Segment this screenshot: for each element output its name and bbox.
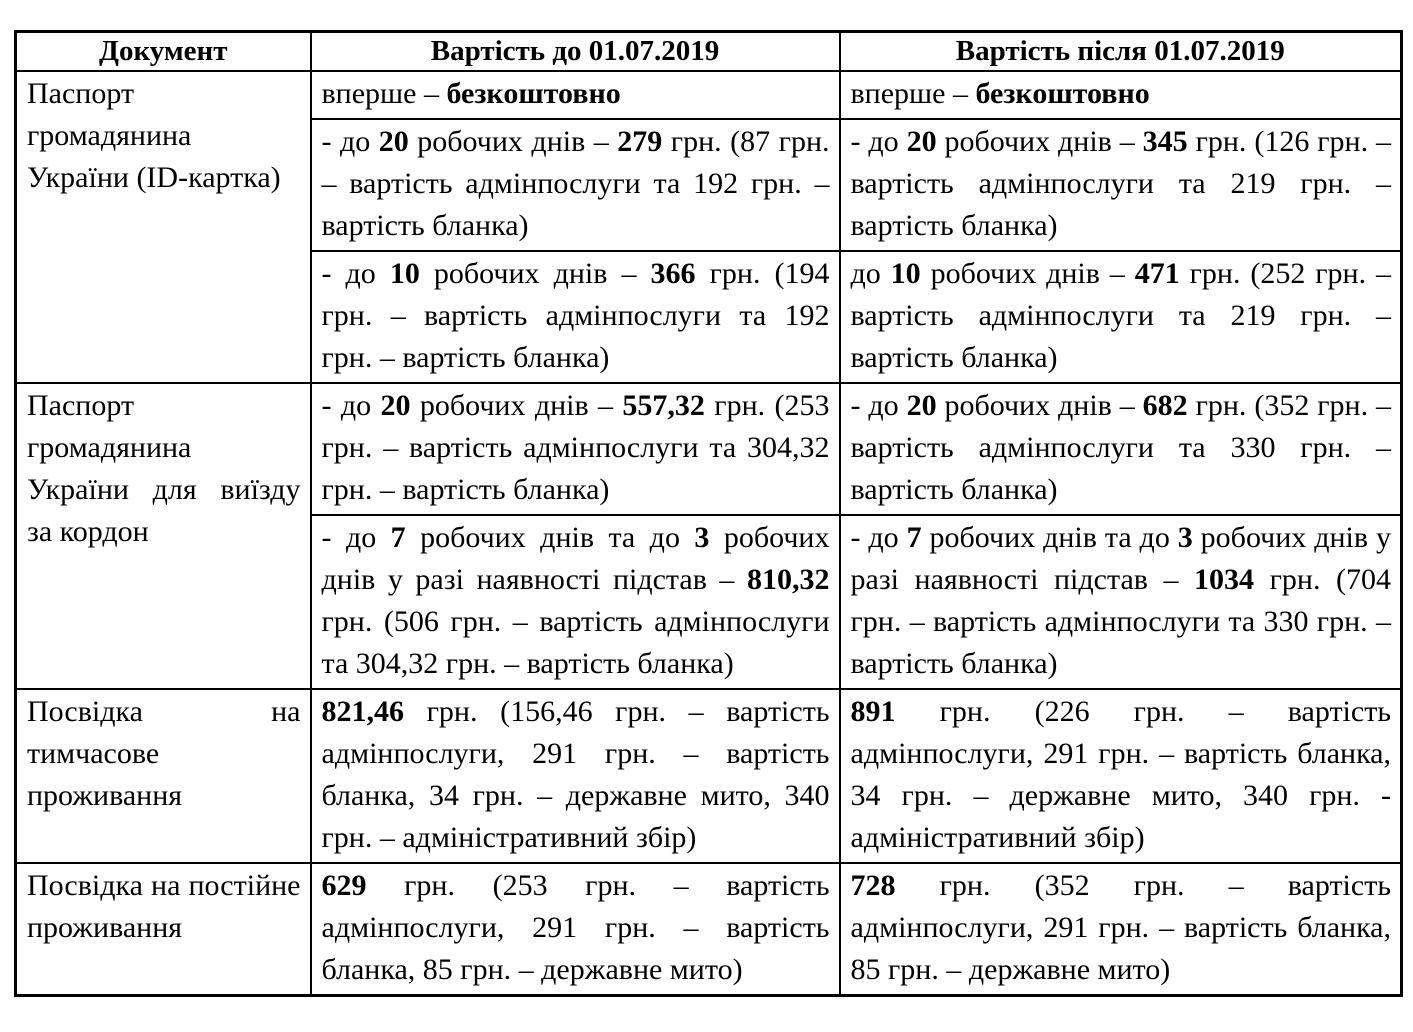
bold-value: 821,46 [321,695,404,728]
cost-after-cell: - до 7 робочих днів та до 3 робочих днів у разі наявності підстав – 1034 грн. (704 грн. – вартість адмінпослуги та 330 грн. – вартість бланка) [840,515,1402,689]
cost-after-cell: - до 20 робочих днів – 345 грн. (126 грн. – вартість адмінпослуги та 219 грн. – вартість бланка) [840,119,1402,251]
table-row [16,71,1402,119]
bold-value: 20 [906,389,937,422]
bold-value: 3 [1177,521,1193,554]
cost-after-cell: 728 грн. (352 грн. – вартість адмінпослуги, 291 грн. – вартість бланка, 85 грн. – державне мито) [840,863,1402,996]
cost-after-cell: - до 20 робочих днів – 682 грн. (352 грн. – вартість адмінпослуги та 330 грн. – вартість бланка) [840,383,1402,515]
document-cell: Посвідка на постійне проживання [16,863,311,996]
header-cost-after: Вартість після 01.07.2019 [840,32,1402,72]
bold-value: безкоштовно [446,77,621,110]
bold-value: 345 [1142,125,1188,158]
bold-value: 366 [650,257,696,290]
bold-value: 557,32 [622,389,705,422]
bold-value: 810,32 [747,563,830,596]
bold-value: 891 [850,695,896,728]
table-row [16,383,1402,515]
cost-before-cell: 629 грн. (253 грн. – вартість адмінпослуги, 291 грн. – вартість бланка, 85 грн. – державне мито) [311,863,840,996]
cost-before-cell: - до 20 робочих днів – 279 грн. (87 грн. – вартість адмінпослуги та 192 грн. – вартість бланка) [311,119,840,251]
bold-value: 728 [850,869,896,902]
bold-value: 629 [321,869,367,902]
cost-after-cell: до 10 робочих днів – 471 грн. (252 грн. – вартість адмінпослуги та 219 грн. – вартість бланка) [840,251,1402,383]
table-row [16,689,1402,863]
document-cell: Паспорт громадянина України (ID-картка) [16,71,311,383]
bold-value: 10 [389,257,420,290]
bold-value: 10 [890,257,921,290]
cost-after-cell: вперше – безкоштовно [840,71,1402,119]
bold-value: 682 [1142,389,1188,422]
cost-before-cell: - до 20 робочих днів – 557,32 грн. (253 грн. – вартість адмінпослуги та 304,32 грн. – вартість бланка) [311,383,840,515]
cost-before-cell: 821,46 грн. (156,46 грн. – вартість адмінпослуги, 291 грн. – вартість бланка, 34 грн. – державне мито, 340 грн. – адміністративний збір) [311,689,840,863]
document-cell: Посвідка на тимчасове проживання [16,689,311,863]
header-row [16,32,1402,72]
bold-value: 3 [694,521,710,554]
header-document: Документ [16,32,311,72]
table-row [16,863,1402,996]
cost-after-cell: 891 грн. (226 грн. – вартість адмінпослуги, 291 грн. – вартість бланка, 34 грн. – державне мито, 340 грн. - адміністративний збір) [840,689,1402,863]
bold-value: 7 [390,521,406,554]
bold-value: 20 [906,125,937,158]
bold-value: 7 [906,521,922,554]
passport-cost-table [14,30,1403,997]
bold-value: 471 [1134,257,1180,290]
bold-value: 20 [380,389,411,422]
header-cost-before: Вартість до 01.07.2019 [311,32,840,72]
document-cell: Паспорт громадянина України для виїзду за кордон [16,383,311,689]
cost-before-cell: - до 10 робочих днів – 366 грн. (194 грн. – вартість адмінпослуги та 192 грн. – вартість бланка) [311,251,840,383]
bold-value: безкоштовно [975,77,1150,110]
bold-value: 1034 [1194,563,1255,596]
cost-before-cell: - до 7 робочих днів та до 3 робочих днів у разі наявності підстав – 810,32 грн. (506 грн. – вартість адмінпослуги та 304,32 грн. – вартість бланка) [311,515,840,689]
bold-value: 20 [378,125,409,158]
cost-before-cell: вперше – безкоштовно [311,71,840,119]
bold-value: 279 [617,125,663,158]
